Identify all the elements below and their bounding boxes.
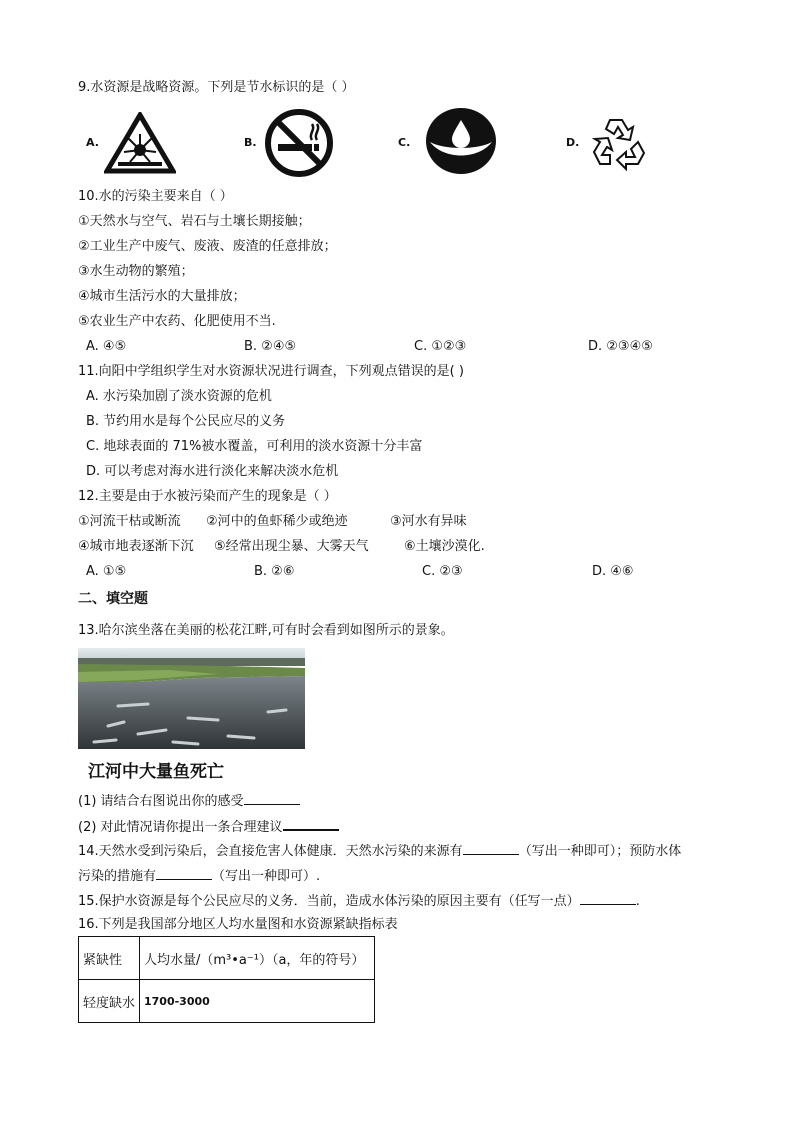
q9-option-d-label: D. [566,136,580,149]
q15-text-b: . [635,894,640,909]
q10-item-4: ④城市生活污水的大量排放； [78,289,246,304]
q11-option-d[interactable]: D. 可以考虑对海水进行淡化来解决淡水危机 [86,464,339,479]
table-cell: 1700-3000 [140,980,375,1023]
q9-option-c-label: C. [398,136,411,149]
q14-line2 [78,867,320,885]
q9-option-a-label: A. [86,136,99,149]
water-saving-icon [424,106,498,176]
q14-line2-b: （写出一种即可）. [212,869,321,884]
table-header-cell: 紧缺性 [79,937,140,980]
table-header-row [79,937,375,980]
table-cell: 轻度缺水 [79,980,140,1023]
q12-item-4: ④城市地表逐渐下沉 [78,539,194,554]
q14-blank-1[interactable] [463,842,519,855]
table-header-cell: 人均水量/（m³•a⁻¹）（a，年的符号） [140,937,375,980]
q14-blank-2[interactable] [156,867,212,880]
table-row [79,980,375,1023]
q12-item-2: ②河中的鱼虾稀少或绝迹 [206,514,348,529]
q12-option-c[interactable]: C. ②③ [422,564,463,579]
q14-line2-a: 污染的措施有 [78,869,157,884]
q15-line [78,892,640,910]
q9-option-b-label: B. [244,136,257,149]
q13-sub1-blank[interactable] [244,792,300,805]
water-shortage-table [78,936,375,1023]
q11-stem: 11.向阳中学组织学生对水资源状况进行调查，下列观点错误的是( ) [78,364,464,379]
q10-item-1: ①天然水与空气、岩石与土壤长期接触； [78,214,311,229]
q14-line1-b: （写出一种即可）；预防水体 [518,844,682,859]
q9-stem: 9.水资源是战略资源。下列是节水标识的是（ ） [78,80,355,95]
q11-option-a[interactable]: A. 水污染加剧了淡水资源的危机 [86,389,272,404]
q10-option-a[interactable]: A. ④⑤ [86,339,127,354]
q13-sub1-text: (1) 请结合右图说出你的感受 [78,794,244,809]
q12-item-5: ⑤经常出现尘暴、大雾天气 [214,539,369,554]
q13-sub2-text: (2) 对此情况请你提出一条合理建议 [78,820,283,835]
q12-stem: 12.主要是由于水被污染而产生的现象是（ ） [78,489,337,504]
section-title: 二、填空题 [78,591,148,607]
q10-option-b[interactable]: B. ②④⑤ [244,339,297,354]
q11-option-c[interactable]: C. 地球表面的 71%被水覆盖，可利用的淡水资源十分丰富 [86,439,423,454]
photo-caption: 江河中大量鱼死亡 [88,762,224,782]
q15-text-a: 15.保护水资源是每个公民应尽的义务．当前，造成水体污染的原因主要有（任写一点） [78,894,580,909]
q10-stem: 10.水的污染主要来自（ ） [78,189,233,204]
q13-sub2 [78,817,339,836]
q15-blank[interactable] [580,892,636,905]
q10-item-3: ③水生动物的繁殖； [78,264,194,279]
q13-sub1 [78,792,300,810]
q10-option-d[interactable]: D. ②③④⑤ [588,339,653,354]
q12-option-d[interactable]: D. ④⑥ [592,564,634,579]
q13-sub2-blank[interactable] [283,817,339,831]
no-smoking-icon [264,108,334,178]
q14-line1-a: 14.天然水受到污染后，会直接危害人体健康．天然水污染的来源有 [78,844,463,859]
explosive-hazard-icon [104,112,176,174]
q13-stem: 13.哈尔滨坐落在美丽的松花江畔,可有时会看到如图所示的景象。 [78,623,454,638]
q14-line1 [78,842,681,860]
q12-item-3: ③河水有异味 [390,514,467,529]
q12-option-a[interactable]: A. ①⑤ [86,564,127,579]
q10-item-5: ⑤农业生产中农药、化肥使用不当. [78,314,276,329]
q12-item-6: ⑥土壤沙漠化. [404,539,485,554]
q12-item-1: ①河流干枯或断流 [78,514,181,529]
q16-stem: 16.下列是我国部分地区人均水量图和水资源紧缺指标表 [78,917,398,932]
q10-item-2: ②工业生产中废气、废液、废渣的任意排放； [78,239,337,254]
recycle-icon [588,114,652,174]
q11-option-b[interactable]: B. 节约用水是每个公民应尽的义务 [86,414,286,429]
dead-fish-river-photo [78,648,305,749]
q10-option-c[interactable]: C. ①②③ [414,339,467,354]
q12-option-b[interactable]: B. ②⑥ [254,564,295,579]
